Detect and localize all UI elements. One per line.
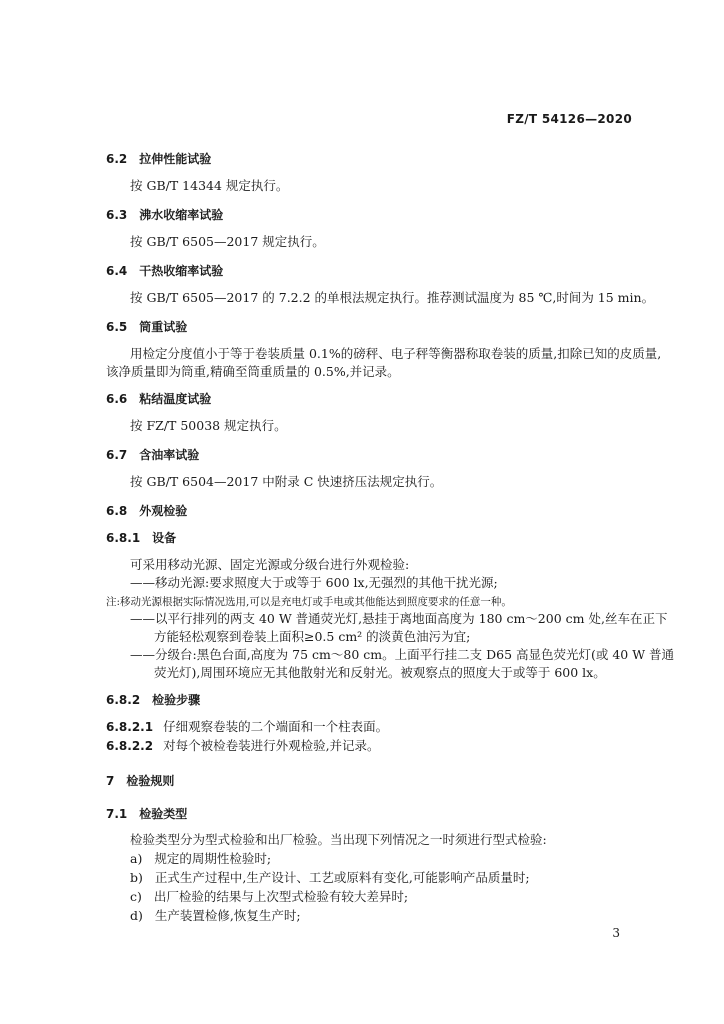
section-heading-6-5: 6.5 筒重试验 [106,320,188,334]
section-heading-6-3: 6.3 沸水收缩率试验 [106,208,224,222]
inspection-types-intro: 检验类型分为型式检验和出厂检验。当出现下列情况之一时须进行型式检验: [130,832,547,847]
section-body-6-7: 按 GB/T 6504—2017 中附录 C 快速挤压法规定执行。 [130,474,443,489]
equipment-item-fixed-light-line1: ——以平行排列的两支 40 W 普通荧光灯,悬挂于离地面高度为 180 cm～200 cm 处,丝车在正下 [130,611,668,626]
section-body-6-3: 按 GB/T 6505—2017 规定执行。 [130,234,325,249]
section-heading-6-4: 6.4 干热收缩率试验 [106,264,224,278]
document-number: FZ/T 54126—2020 [506,112,632,126]
page-number: 3 [612,926,620,940]
section-heading-6-8-2: 6.8.2 检验步骤 [106,693,201,707]
list-item: a) 规定的周期性检验时; [130,851,272,866]
section-body-6-5-line2: 该净质量即为筒重,精确至筒重质量的 0.5%,并记录。 [106,364,400,379]
list-item: d) 生产装置检修,恢复生产时; [130,908,301,923]
equipment-intro: 可采用移动光源、固定光源或分级台进行外观检验: [130,557,410,572]
chapter-heading-7: 7 检验规则 [106,774,175,788]
list-item: c) 出厂检验的结果与上次型式检验有较大差异时; [130,889,409,904]
equipment-item-mobile-light: ——移动光源:要求照度大于或等于 600 lx,无强烈的其他干扰光源; [130,575,498,590]
section-body-6-6: 按 FZ/T 50038 规定执行。 [130,418,287,433]
section-heading-6-2: 6.2 拉伸性能试验 [106,152,212,166]
section-body-6-4: 按 GB/T 6505—2017 的 7.2.2 的单根法规定执行。推荐测试温度为 85 ℃,时间为 15 min。 [130,290,655,305]
list-item: b) 正式生产过程中,生产设计、工艺或原料有变化,可能影响产品质量时; [130,870,530,885]
equipment-note: 注:移动光源根据实际情况选用,可以是充电灯或手电或其他能达到照度要求的任意一种。 [106,596,512,608]
section-heading-6-8-1: 6.8.1 设备 [106,531,177,545]
section-body-6-2: 按 GB/T 14344 规定执行。 [130,178,289,193]
procedure-step-2: 6.8.2.2 对每个被检卷装进行外观检验,并记录。 [106,738,380,753]
section-heading-6-7: 6.7 含油率试验 [106,448,200,462]
equipment-item-fixed-light-line2: 方能轻松观察到卷装上面积≥0.5 cm² 的淡黄色油污为宜; [154,629,471,644]
procedure-step-1: 6.8.2.1 仔细观察卷装的二个端面和一个柱表面。 [106,719,389,734]
section-heading-6-6: 6.6 粘结温度试验 [106,392,212,406]
equipment-item-grading-table-line2: 荧光灯),周围环境应无其他散射光和反射光。被观察点的照度大于或等于 600 lx。 [154,665,606,680]
section-body-6-5-line1: 用检定分度值小于等于卷装质量 0.1%的磅秤、电子秤等衡器称取卷装的质量,扣除已知的皮质量, [130,346,662,361]
equipment-item-grading-table-line1: ——分级台:黑色台面,高度为 75 cm～80 cm。上面平行挂二支 D65 高显色荧光灯(或 40 W 普通 [130,647,675,662]
section-heading-7-1: 7.1 检验类型 [106,807,188,821]
section-heading-6-8: 6.8 外观检验 [106,504,188,518]
